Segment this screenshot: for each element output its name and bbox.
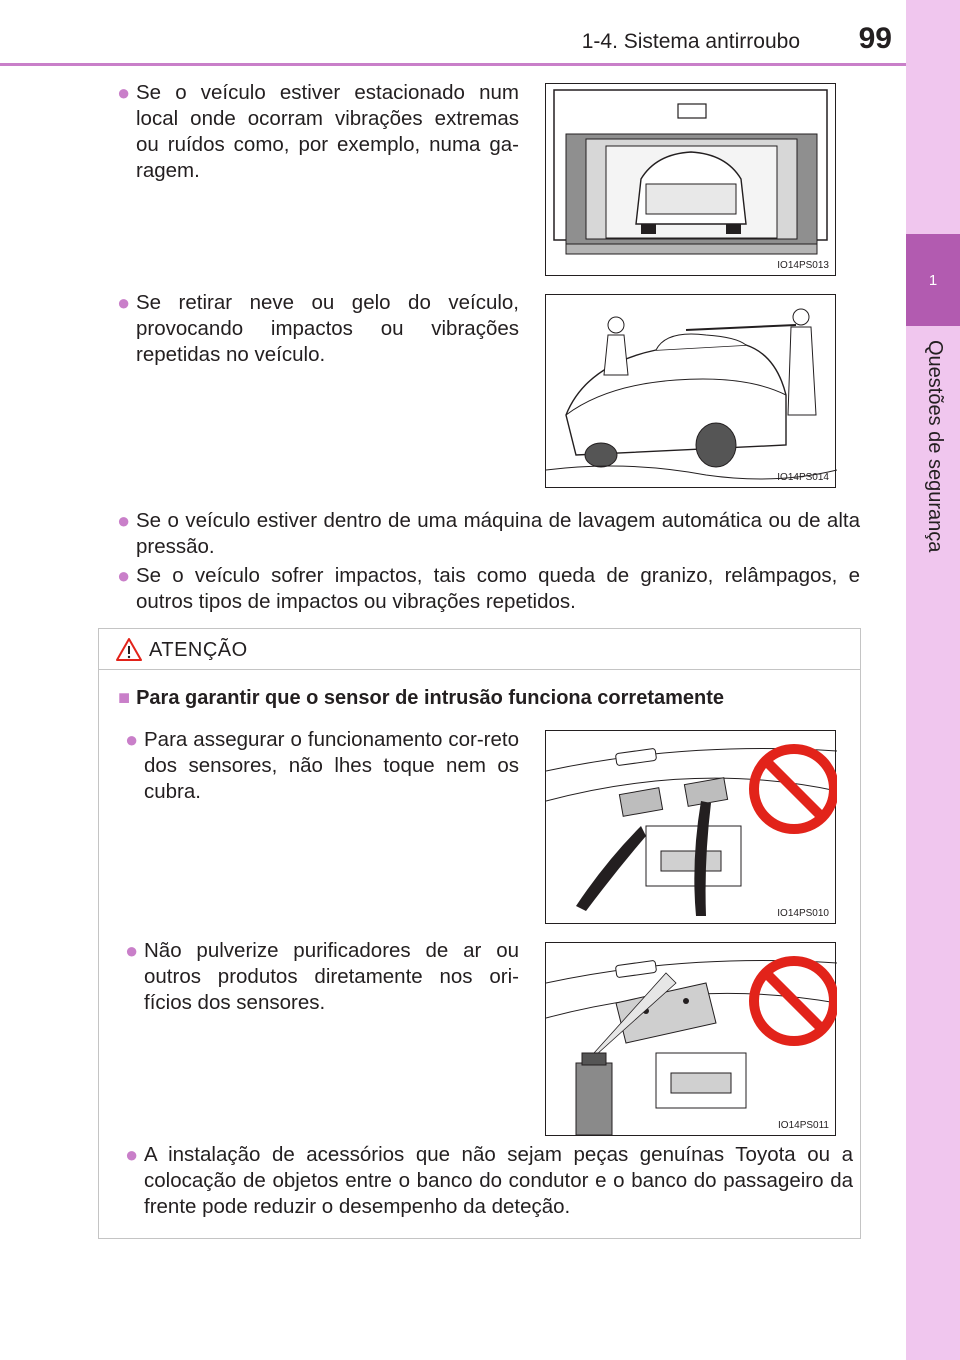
figure-code: IO14PS011	[778, 1120, 829, 1131]
sensor-spray-illustration	[546, 943, 837, 1137]
bullet-text: Se o veículo estiver estacionado num local onde ocorram vibrações extremas ou ruídos como, por exemplo, numa ga-ragem.	[136, 81, 519, 182]
warning-item-text: Para assegurar o funcionamento cor-reto dos sensores, não lhes toque nem os cubra.	[144, 728, 519, 803]
warning-item-text: A instalação de acessórios que não sejam peças genuínas Toyota ou a colocação de objetos entre o banco do condutor e o banco do passageiro da frente pode reduzir o desempenho da deteção.	[144, 1143, 853, 1218]
bullet-item	[117, 563, 860, 615]
garage-illustration	[546, 84, 837, 277]
snow-removal-illustration	[546, 295, 837, 489]
bullet-item	[117, 80, 519, 184]
bullet-dot-icon: ●	[125, 727, 139, 752]
chapter-number: 1	[906, 234, 960, 326]
figure-garage	[545, 83, 836, 276]
sensor-touch-illustration	[546, 731, 837, 925]
bullet-dot-icon: ●	[117, 508, 131, 533]
figure-code: IO14PS013	[777, 260, 829, 271]
chapter-side-tab	[906, 0, 960, 1360]
figure-snow-removal	[545, 294, 836, 488]
warning-subheading	[118, 687, 724, 710]
figure-code: IO14PS010	[777, 908, 829, 919]
section-title: 1-4. Sistema antirroubo	[581, 30, 800, 53]
bullet-item	[117, 290, 519, 368]
bullet-text: Se retirar neve ou gelo do veículo, provocando impactos ou vibrações repetidas no veículo.	[136, 291, 519, 366]
bullet-item	[117, 508, 860, 560]
warning-item	[125, 938, 519, 1016]
warning-subheading-text: Para garantir que o sensor de intrusão funciona corretamente	[136, 687, 725, 709]
chapter-title: Questões de segurança	[924, 340, 946, 553]
figure-sensor-spray	[545, 942, 836, 1136]
page-number: 99	[858, 22, 892, 55]
bullet-text: Se o veículo estiver dentro de uma máquina de lavagem automática ou de alta pressão.	[136, 509, 860, 558]
bullet-dot-icon: ●	[125, 1142, 139, 1167]
figure-sensor-touch	[545, 730, 836, 924]
warning-triangle-icon	[115, 637, 143, 662]
header-rule	[0, 63, 906, 66]
warning-item	[125, 727, 519, 805]
bullet-text: Se o veículo sofrer impactos, tais como queda de granizo, relâmpagos, e outros tipos de impactos ou vibrações repetidos.	[136, 564, 860, 613]
bullet-dot-icon: ●	[117, 80, 131, 105]
bullet-dot-icon: ●	[117, 563, 131, 588]
bullet-dot-icon: ●	[117, 290, 131, 315]
bullet-dot-icon: ●	[125, 938, 139, 963]
warning-title: ATENÇÃO	[149, 639, 248, 661]
figure-code: IO14PS014	[777, 472, 829, 483]
warning-item	[125, 1142, 853, 1220]
warning-item-text: Não pulverize purificadores de ar ou outros produtos diretamente nos ori-fícios dos sensores.	[144, 939, 519, 1014]
square-bullet-icon: ■	[118, 687, 131, 709]
warning-header	[99, 629, 860, 670]
